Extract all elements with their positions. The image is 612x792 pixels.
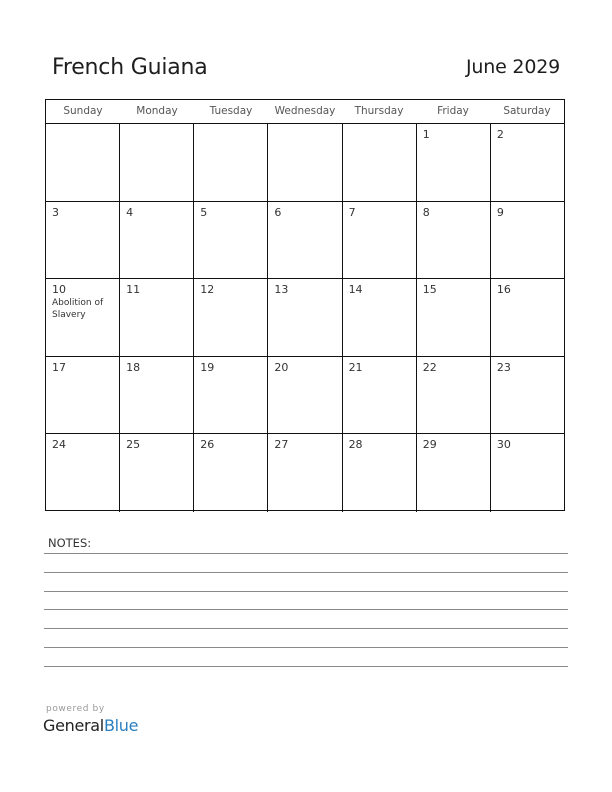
- day-cell: [417, 279, 491, 356]
- notes-line: [44, 572, 568, 573]
- day-number: 5: [200, 205, 208, 219]
- day-number: 7: [348, 205, 356, 219]
- day-cell: [343, 202, 417, 279]
- day-number: 27: [274, 438, 289, 452]
- brand-logo: [43, 716, 138, 735]
- day-number: 13: [274, 283, 289, 297]
- day-cell: [343, 434, 417, 512]
- weekday-sunday: Sunday: [63, 105, 103, 117]
- day-cell: [268, 124, 342, 201]
- day-cell: [194, 202, 268, 279]
- day-number: 9: [496, 205, 504, 219]
- week-row: [46, 434, 564, 512]
- day-cell: [194, 434, 268, 512]
- day-number: 18: [126, 360, 141, 374]
- day-cell: [120, 279, 194, 356]
- day-cell: [343, 357, 417, 434]
- day-number: 16: [496, 283, 511, 297]
- notes-line: [44, 609, 568, 610]
- day-number: 29: [422, 438, 437, 452]
- day-number: 4: [126, 205, 134, 219]
- week-row: [46, 279, 564, 357]
- day-cell: [46, 357, 120, 434]
- brand-name-blue: Blue: [103, 716, 139, 735]
- weekday-header-row: [46, 100, 564, 124]
- day-cell: [268, 279, 342, 356]
- day-number: 6: [274, 205, 282, 219]
- day-cell: [491, 279, 564, 356]
- weekday-wednesday: Wednesday: [274, 105, 336, 117]
- day-number: 14: [348, 283, 363, 297]
- day-cell: [491, 202, 564, 279]
- week-row: [46, 357, 564, 435]
- day-number: 21: [348, 360, 363, 374]
- day-cell: [46, 124, 120, 201]
- day-cell: [120, 202, 194, 279]
- day-cell: [194, 357, 268, 434]
- day-cell: [46, 202, 120, 279]
- powered-by-text: powered by: [46, 704, 105, 714]
- weekday-friday: Friday: [437, 105, 469, 117]
- day-number: 1: [422, 128, 430, 141]
- notes-line: [44, 591, 568, 592]
- day-cell: [417, 202, 491, 279]
- brand-name-general: General: [43, 716, 104, 735]
- notes-line: [44, 666, 568, 667]
- day-number: 26: [200, 438, 215, 452]
- calendar-grid: [45, 99, 565, 511]
- weekday-saturday: Saturday: [503, 105, 551, 117]
- day-cell: [46, 434, 120, 512]
- day-number: 12: [200, 283, 215, 297]
- day-cell: [491, 357, 564, 434]
- day-cell: [268, 202, 342, 279]
- day-cell: [120, 124, 194, 201]
- day-cell: [343, 279, 417, 356]
- day-cell: [194, 279, 268, 356]
- day-cell: [268, 357, 342, 434]
- weekday-tuesday: Tuesday: [209, 105, 253, 117]
- notes-line: [44, 553, 568, 554]
- day-cell: [491, 434, 564, 512]
- day-cell: [120, 434, 194, 512]
- day-cell: [343, 124, 417, 201]
- day-number: 25: [126, 438, 141, 452]
- day-number: 20: [274, 360, 289, 374]
- day-cell: [417, 434, 491, 512]
- day-cell: [417, 357, 491, 434]
- day-cell: [194, 124, 268, 201]
- week-row: [46, 124, 564, 202]
- weekday-thursday: Thursday: [354, 105, 404, 117]
- day-number: 8: [422, 205, 430, 219]
- day-number: 11: [126, 283, 141, 297]
- day-number: 19: [200, 360, 215, 374]
- day-number: 2: [496, 128, 504, 141]
- week-row: [46, 202, 564, 280]
- day-cell: [491, 124, 564, 201]
- month-year-label: June 2029: [466, 56, 560, 78]
- notes-label: NOTES:: [48, 536, 92, 550]
- page-title: French Guiana: [52, 55, 208, 80]
- day-cell: [417, 124, 491, 201]
- holiday-label: Abolition of Slavery: [52, 298, 104, 321]
- day-cell: [46, 279, 120, 356]
- notes-line: [44, 647, 568, 648]
- day-number: 17: [52, 360, 66, 374]
- day-number: 23: [496, 360, 511, 374]
- day-number: 28: [348, 438, 363, 452]
- day-cell: [120, 357, 194, 434]
- day-number: 22: [422, 360, 437, 374]
- day-number: 3: [52, 205, 59, 219]
- day-cell: [268, 434, 342, 512]
- day-number: 30: [496, 438, 511, 452]
- day-number: 24: [52, 438, 66, 452]
- day-number: 15: [422, 283, 437, 297]
- weekday-monday: Monday: [136, 105, 178, 117]
- notes-line: [44, 628, 568, 629]
- day-number: 10: [52, 283, 66, 297]
